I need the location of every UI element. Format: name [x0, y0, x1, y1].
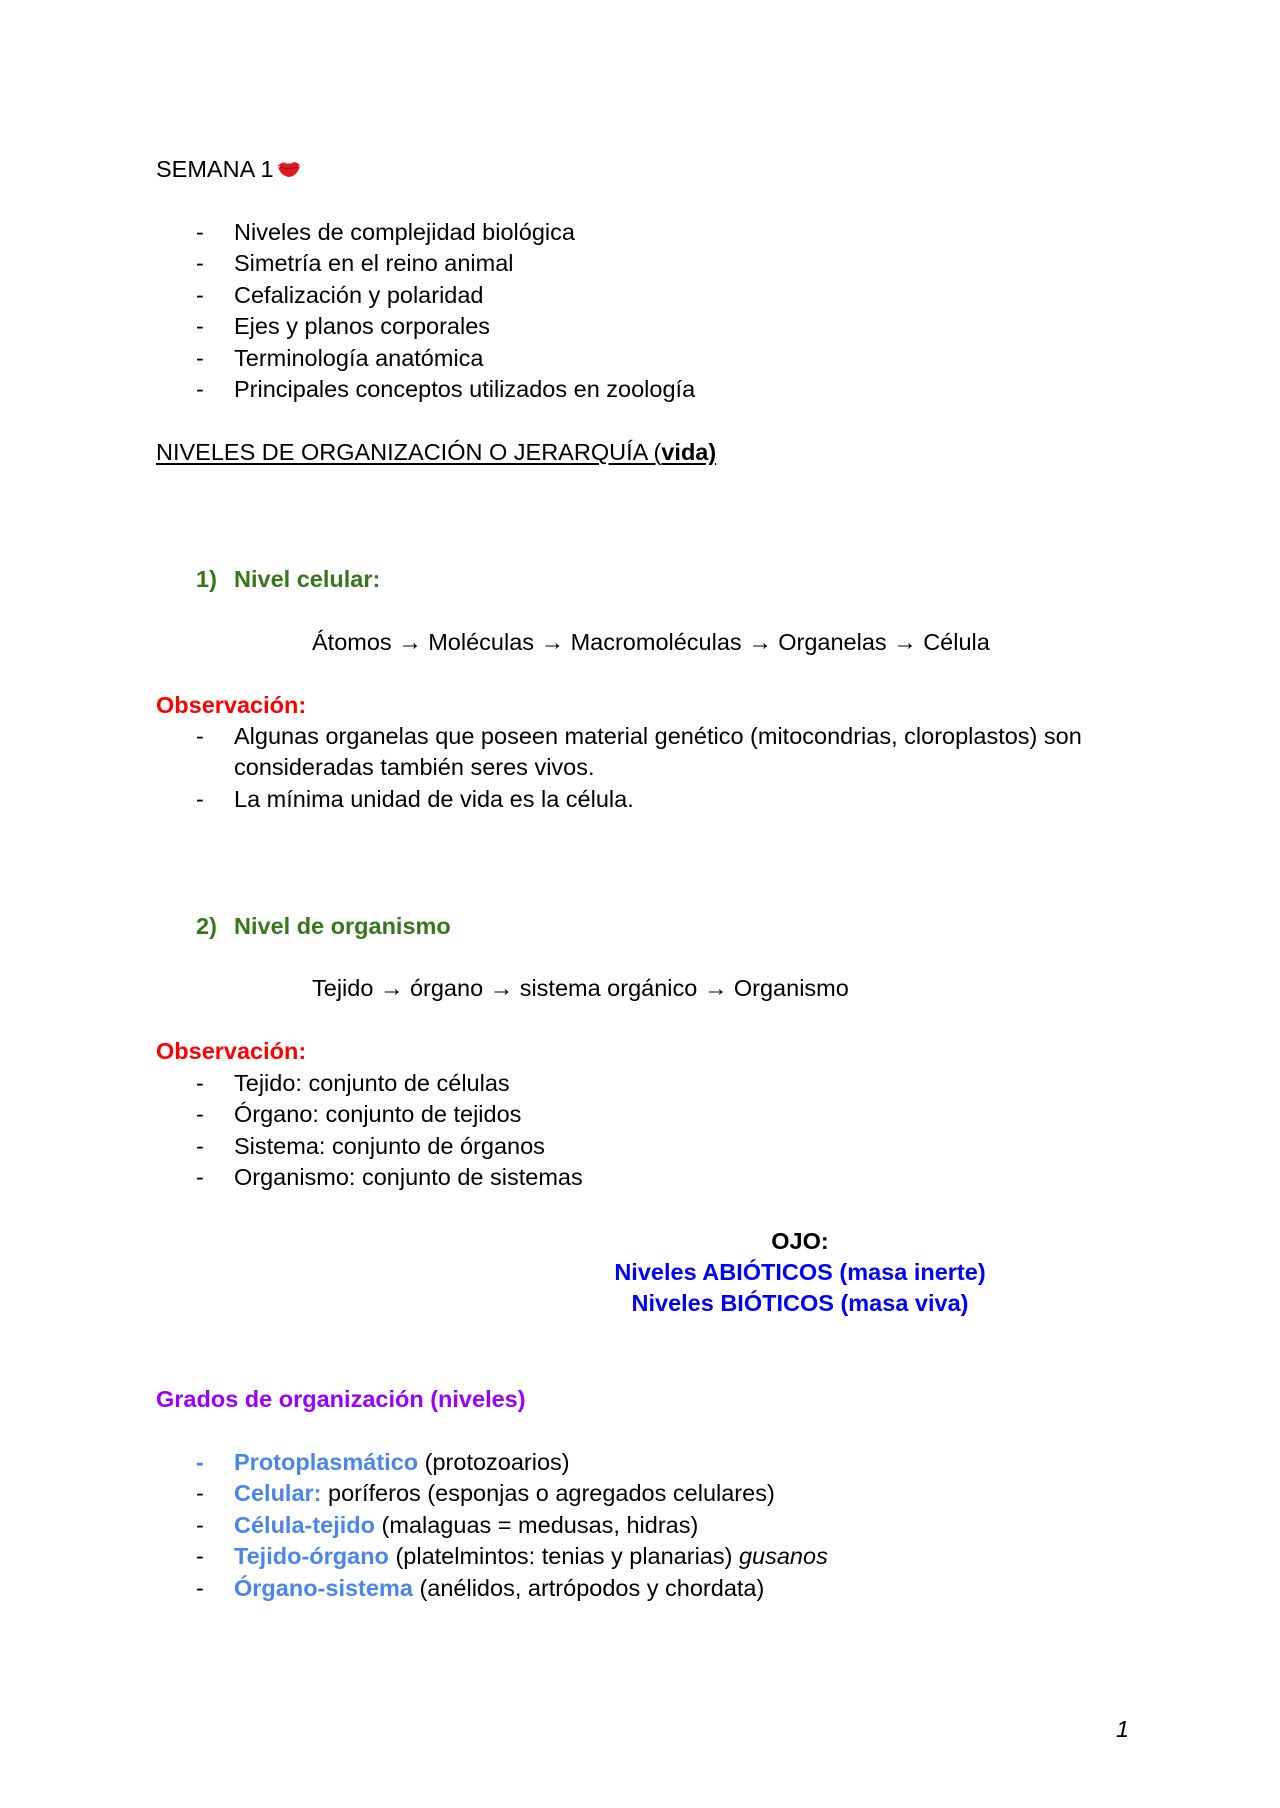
section-heading: NIVELES DE ORGANIZACIÓN O JERARQUÍA (vida) [156, 439, 717, 465]
level2-number: 2) [196, 913, 217, 939]
list-item: Principales conceptos utilizados en zoología [234, 376, 696, 402]
grade-item: Protoplasmático (protozoarios) [234, 1449, 570, 1475]
observation-item: Organismo: conjunto de sistemas [234, 1164, 583, 1190]
list-item: Simetría en el reino animal [234, 250, 514, 276]
level2-title: Nivel de organismo [234, 913, 451, 939]
kiss-lips-icon [275, 157, 303, 181]
observation-item: Tejido: conjunto de células [234, 1070, 510, 1096]
grade-item: Tejido-órgano (platelmintos: tenias y planarias) gusanos [234, 1543, 828, 1569]
observation-label: Observación: [156, 692, 307, 718]
observation-item: La mínima unidad de vida es la célula. [234, 786, 634, 812]
grade-item: Celular: poríferos (esponjas o agregados celulares) [234, 1480, 775, 1506]
grades-heading: Grados de organización (niveles) [156, 1386, 526, 1412]
level1-number: 1) [196, 566, 217, 592]
page-title [156, 154, 303, 184]
grade-item: Órgano-sistema (anélidos, artrópodos y chordata) [234, 1575, 765, 1601]
observation-item: Órgano: conjunto de tejidos [234, 1101, 522, 1127]
level1-title: Nivel celular: [234, 566, 381, 592]
list-item: Terminología anatómica [234, 345, 484, 371]
list-item: Niveles de complejidad biológica [234, 219, 575, 245]
observation-item: Sistema: conjunto de órganos [234, 1133, 545, 1159]
note-abiotic: Niveles ABIÓTICOS (masa inerte) [614, 1259, 986, 1285]
observation-item-continued: consideradas también seres vivos. [234, 754, 595, 780]
list-item: Cefalización y polaridad [234, 282, 484, 308]
list-item: Ejes y planos corporales [234, 313, 491, 339]
level2-chain: Tejido → órgano → sistema orgánico → Organismo [312, 975, 849, 1001]
observation-label: Observación: [156, 1038, 307, 1064]
note-biotic: Niveles BIÓTICOS (masa viva) [631, 1290, 969, 1316]
page-number: 1 [1116, 1716, 1130, 1742]
title-text: SEMANA 1 [156, 156, 274, 182]
document-page: SEMANA 1 - Niveles de complejidad biológica - Simetría en el reino animal - Cefalización y polaridad - Ejes y planos corporales - Terminología anatómica - Principales conceptos utilizados en zoología NIVELES DE ORGANIZACIÓN O JERARQUÍA (vida) 1) Nivel celular: Átomos → Moléculas → Macromoléculas → Organelas → Célula Observación: - Algunas organelas que poseen material genético (mitocondrias, cloroplastos) son consideradas también seres vivos. - La mínima unidad de vida es la célula. 2) Nivel de organismo Tejido → órgano → sistema orgánico → Organismo Observación: - Tejido: conjunto de células - Órgano: conjunto de tejidos - Sistema: conjunto de órganos - Organismo: conjunto de sistemas OJO: Niveles ABIÓTICOS (masa inerte) Niveles BIÓTICOS (masa viva) Grados de organización (niveles) - Protoplasmático (protozoarios) - Celular: poríferos (esponjas o agregados celulares) - Célula-tejido (malaguas = medusas, hidras) - Tejido-órgano (platelmintos: tenias y planarias) gusanos - Órgano-sistema (anélidos, artrópodos y chordata) 1 [156, 156, 1130, 1742]
level1-chain: Átomos → Moléculas → Macromoléculas → Organelas → Célula [312, 629, 990, 655]
observation-item: Algunas organelas que poseen material genético (mitocondrias, cloroplastos) son [234, 723, 1082, 749]
grade-item: Célula-tejido (malaguas = medusas, hidras) [234, 1512, 699, 1538]
note-label: OJO: [771, 1228, 829, 1254]
